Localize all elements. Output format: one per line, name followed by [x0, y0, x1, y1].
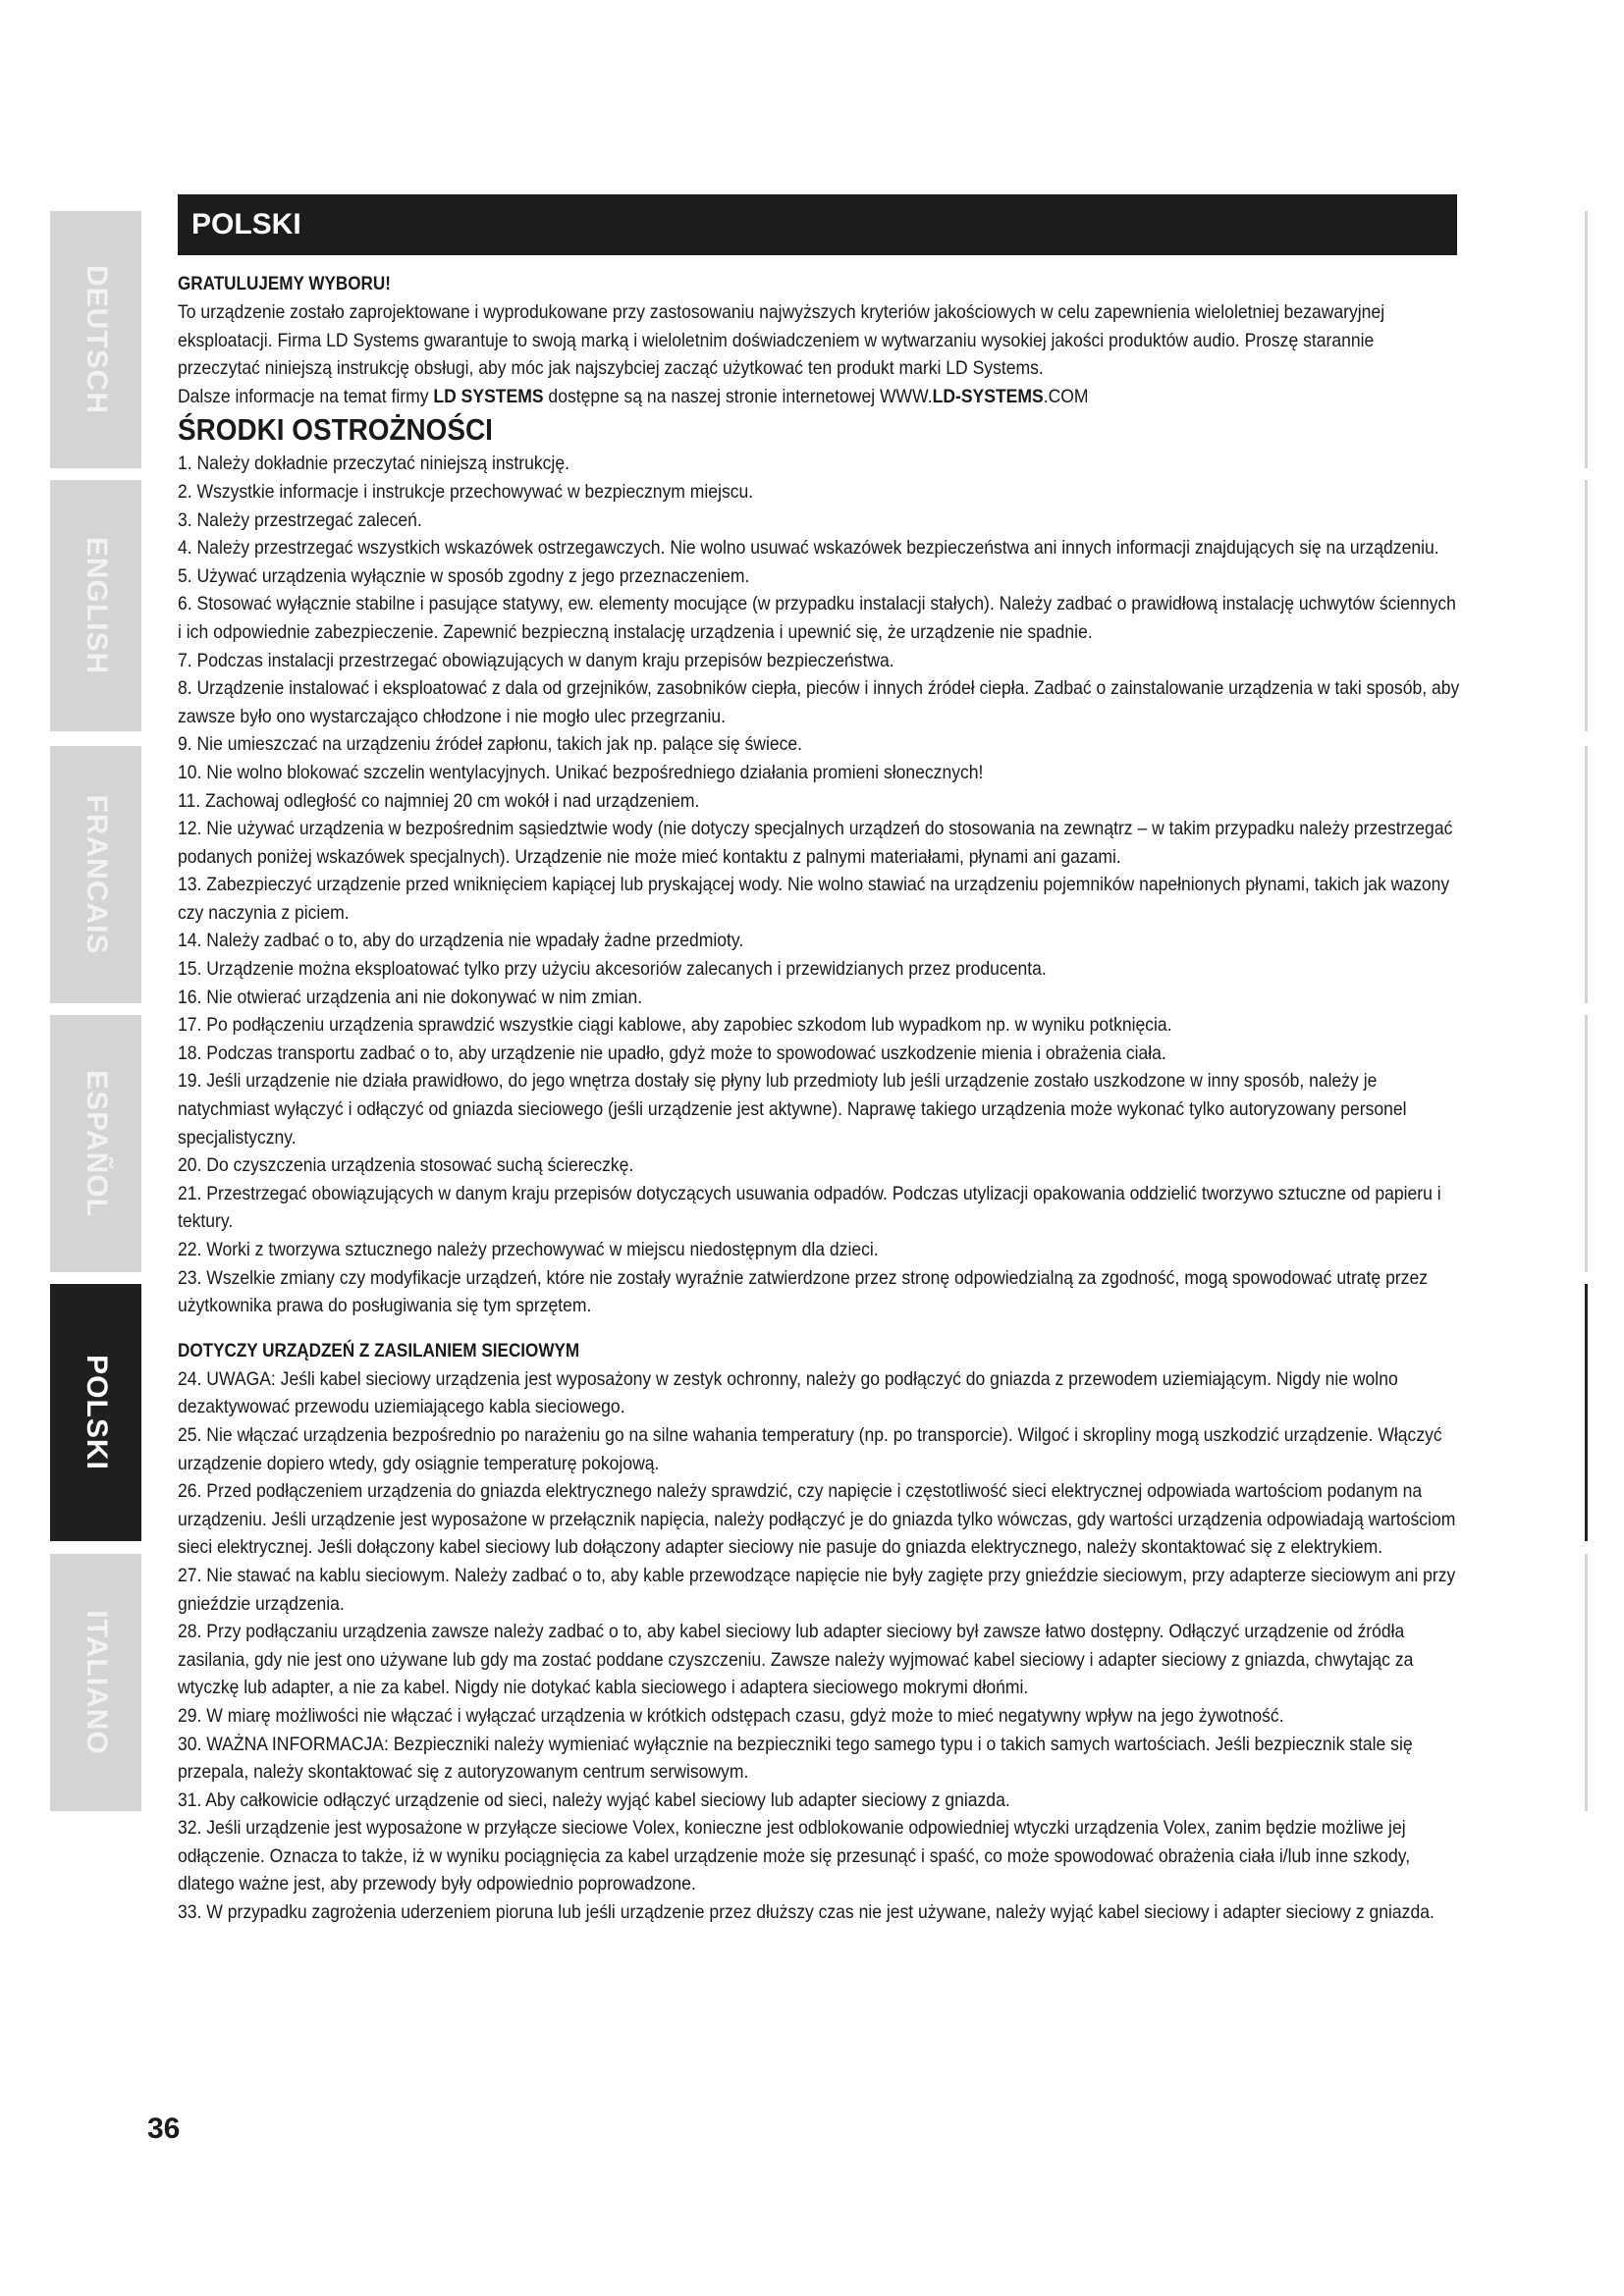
brand-name: LD SYSTEMS [433, 385, 544, 407]
section-banner [178, 194, 1457, 255]
list-item: 26. Przed podłączeniem urządzenia do gniazda elektrycznego należy sprawdzić, czy napięcie i częstotliwość sieci elektrycznej odpowiada wartościom podanym na urządzeniu. Jeśli urządzenie jest wyposażone w przełącznik napięcia, należy podłączyć je do gniazda tylko wówczas, gdy wartości urządzenia odpowiadają wartościom sieci elektrycznej. Jeśli dołączony kabel sieciowy lub dołączony adapter sieciowy nie pasuje do gniazda elektrycznego, należy skontaktować się z elektrykiem. [178, 1480, 1456, 1559]
tab-francais[interactable] [50, 746, 141, 1003]
tab-espanol[interactable] [50, 1015, 141, 1272]
website-domain[interactable]: LD-SYSTEMS [932, 385, 1044, 407]
page-number: 36 [147, 2112, 181, 2145]
tab-espanol-label: ESPAÑOL [80, 1070, 113, 1217]
list-item: 19. Jeśli urządzenie nie działa prawidłowo, do jego wnętrza dostały się płyny lub przedmioty lub jeśli urządzenie zostało uszkodzone w inny sposób, należy je natychmiast wyłączyć i odłączyć od gniazda sieciowego (jeśli urządzenie jest aktywne). Naprawę takiego urządzenia może wykonać tylko autoryzowany personel specjalistyczny. [178, 1070, 1407, 1148]
list-item: 5. Używać urządzenia wyłącznie w sposób zgodny z jego przeznaczeniem. [178, 564, 750, 587]
tab-deutsch-label: DEUTSCH [80, 264, 113, 415]
list-item: 27. Nie stawać na kablu sieciowym. Należy zadbać o to, aby kable przewodzące napięcie nie były zagięte przy gnieździe sieciowym, przy adapterze sieciowym ani przy gnieździe urządzenia. [178, 1564, 1456, 1615]
mains-list [178, 1365, 1460, 1927]
list-item: 15. Urządzenie można eksploatować tylko przy użyciu akcesoriów zalecanych i przewidzianych przez producenta. [178, 958, 1047, 981]
tab-english-label: ENGLISH [80, 536, 113, 675]
list-item: 21. Przestrzegać obowiązujących w danym kraju przepisów dotyczących usuwania odpadów. Podczas utylizacji opakowania oddzielić tworzywo sztuczne od papieru i tektury. [178, 1182, 1441, 1233]
edge-rule [1585, 480, 1588, 731]
intro-more-suffix: .COM [1043, 385, 1089, 407]
edge-rule [1585, 211, 1588, 468]
tab-polski-label: POLSKI [80, 1355, 113, 1470]
section-title: POLSKI [191, 208, 301, 240]
intro-body: To urządzenie zostało zaprojektowane i wyprodukowane przy zastosowaniu najwyższych kryteriów jakościowych w celu zapewnienia wieloletniej bezawaryjnej eksploatacji. Firma LD Systems gwarantuje to swoją marką i wieloletnim doświadczeniem w wytwarzaniu wysokiej jakości produktów audio. Proszę starannie przeczytać niniejszą instrukcję obsługi, aby móc jak najszybciej zacząć użytkować ten produkt marki LD Systems. [178, 301, 1385, 380]
tab-francais-label: FRANCAIS [80, 794, 113, 955]
intro-more [178, 383, 1460, 411]
list-item: 16. Nie otwierać urządzenia ani nie dokonywać w nim zmian. [178, 986, 643, 1008]
list-item: 17. Po podłączeniu urządzenia sprawdzić wszystkie ciągi kablowe, aby zapobiec szkodom lub wypadkom np. w wyniku potknięcia. [178, 1014, 1172, 1037]
list-item: 4. Należy przestrzegać wszystkich wskazówek ostrzegawczych. Nie wolno usuwać wskazówek bezpieczeństwa ani innych informacji znajdujących się na urządzeniu. [178, 537, 1439, 560]
list-item: 18. Podczas transportu zadbać o to, aby urządzenie nie upadło, gdyż może to spowodować uszkodzenie mienia i obrażenia ciała. [178, 1041, 1166, 1064]
list-item: 30. WAŻNA INFORMACJA: Bezpieczniki należy wymieniać wyłącznie na bezpieczniki tego samego typu i o takich samych wartościach. Jeśli bezpiecznik stale się przepala, należy skontaktować się z autoryzowanym centrum serwisowym. [178, 1733, 1413, 1784]
edge-rule [1585, 1015, 1588, 1272]
mains-heading: DOTYCZY URZĄDZEŃ Z ZASILANIEM SIECIOWYM [178, 1340, 580, 1362]
list-item: 1. Należy dokładnie przeczytać niniejszą instrukcję. [178, 453, 569, 475]
list-item: 22. Worki z tworzywa sztucznego należy przechowywać w miejscu niedostępnym dla dzieci. [178, 1239, 879, 1260]
list-item: 8. Urządzenie instalować i eksploatować z dala od grzejników, zasobników ciepła, pieców i innych źródeł ciepła. Zadbać o zainstalowanie urządzenia w taki sposób, aby zawsze było ono wystarczająco chłodzone i nie mogło ulec przegrzaniu. [178, 677, 1460, 727]
tab-english[interactable] [50, 480, 141, 731]
precautions-heading: ŚRODKI OSTROŻNOŚCI [178, 412, 493, 448]
list-item: 3. Należy przestrzegać zaleceń. [178, 508, 422, 531]
list-item: 28. Przy podłączaniu urządzenia zawsze należy zadbać o to, aby kabel sieciowy lub adapter sieciowy był zawsze łatwo dostępny. Odłączyć urządzenie od źródła zasilania, gdy nie jest ono używane lub gdy ma zostać poddane czyszczeniu. Zawsze należy wyjmować kabel sieciowy i adapter sieciowy z gniazda, chwytając za wtyczkę lub adapter, a nie za kabel. Nigdy nie dotykać kabla sieciowego i adaptera sieciowego mokrymi dłońmi. [178, 1621, 1414, 1699]
list-item: 9. Nie umieszczać na urządzeniu źródeł zapłonu, takich jak np. palące się świece. [178, 733, 803, 756]
list-item: 7. Podczas instalacji przestrzegać obowiązujących w danym kraju przepisów bezpieczeństwa. [178, 649, 894, 671]
tab-deutsch[interactable] [50, 211, 141, 468]
list-item: 12. Nie używać urządzenia w bezpośrednim sąsiedztwie wody (nie dotyczy specjalnych urządzeń do stosowania na zewnątrz – w takim przypadku należy przestrzegać podanych poniżej wskazówek specjalnych). Urządzenie nie może mieć kontaktu z palnymi materiałami, płynami ani gazami. [178, 818, 1453, 868]
main-content [178, 271, 1460, 1927]
intro-more-prefix: Dalsze informacje na temat firmy [178, 385, 434, 407]
list-item: 24. UWAGA: Jeśli kabel sieciowy urządzenia jest wyposażony w zestyk ochronny, należy go podłączyć do gniazda z przewodem uziemiającym. Nigdy nie wolno dezaktywować przewodu uziemiającego kabla sieciowego. [178, 1367, 1398, 1418]
list-item: 2. Wszystkie informacje i instrukcje przechowywać w bezpiecznym miejscu. [178, 480, 754, 503]
list-item: 29. W miarę możliwości nie włączać i wyłączać urządzenia w krótkich odstępach czasu, gdyż może to mieć negatywny wpływ na jego żywotność. [178, 1704, 1284, 1727]
list-item: 25. Nie włączać urządzenia bezpośrednio po narażeniu go na silne wahania temperatury (np. po transporcie). Wilgoć i skropliny mogą uszkodzić urządzenie. Włączyć urządzenie dopiero wtedy, gdy osiągnie temperaturę pokojową. [178, 1423, 1442, 1474]
list-item: 11. Zachowaj odległość co najmniej 20 cm wokół i nad urządzeniem. [178, 789, 700, 812]
list-item: 20. Do czyszczenia urządzenia stosować suchą ściereczkę. [178, 1154, 634, 1177]
edge-rule-active [1585, 1284, 1588, 1541]
list-item: 31. Aby całkowicie odłączyć urządzenie od sieci, należy wyjąć kabel sieciowy lub adapter sieciowy z gniazda. [178, 1789, 1010, 1811]
precautions-list [178, 450, 1460, 1319]
intro-more-middle: dostępne są na naszej stronie internetowej WWW. [543, 385, 933, 407]
list-item: 6. Stosować wyłącznie stabilne i pasujące statywy, ew. elementy mocujące (w przypadku instalacji stałych). Należy zadbać o prawidłową instalację uchwytów ściennych i ich odpowiednie zabezpieczenie. Zapewnić bezpieczną instalację urządzenia i upewnić się, że urządzenie nie spadnie. [178, 593, 1456, 643]
tab-polski[interactable] [50, 1284, 141, 1541]
edge-rule [1585, 1554, 1588, 1811]
list-item: 14. Należy zadbać o to, aby do urządzenia nie wpadały żadne przedmioty. [178, 930, 744, 952]
tab-italiano[interactable] [50, 1554, 141, 1811]
intro-heading: GRATULUJEMY WYBORU! [178, 274, 391, 294]
tab-italiano-label: ITALIANO [80, 1610, 113, 1755]
list-item: 23. Wszelkie zmiany czy modyfikacje urządzeń, które nie zostały wyraźnie zatwierdzone przez stronę odpowiedzialną za zgodność, mogą spowodować utratę przez użytkownika prawa do posługiwania się tym sprzętem. [178, 1266, 1428, 1317]
list-item: 13. Zabezpieczyć urządzenie przed wniknięciem kapiącej lub pryskającej wody. Nie wolno stawiać na urządzeniu pojemników napełnionych płynami, takich jak wazony czy naczynia z piciem. [178, 874, 1450, 924]
list-item: 32. Jeśli urządzenie jest wyposażone w przyłącze sieciowe Volex, konieczne jest odblokowanie odpowiedniej wtyczki urządzenia Volex, zanim będzie możliwe jej odłączenie. Oznacza to także, iż w wyniku pociągnięcia za kabel urządzenie może się przesunąć i spaść, co może spowodować obrażenia ciała i/lub inne szkody, dlatego ważne jest, aby przewody były odpowiednio poprowadzone. [178, 1817, 1411, 1896]
edge-rule [1585, 746, 1588, 1003]
list-item: 33. W przypadku zagrożenia uderzeniem pioruna lub jeśli urządzenie przez dłuższy czas nie jest używane, należy wyjąć kabel sieciowy i adapter sieciowy z gniazda. [178, 1901, 1435, 1924]
list-item: 10. Nie wolno blokować szczelin wentylacyjnych. Unikać bezpośredniego działania promieni słonecznych! [178, 761, 984, 783]
